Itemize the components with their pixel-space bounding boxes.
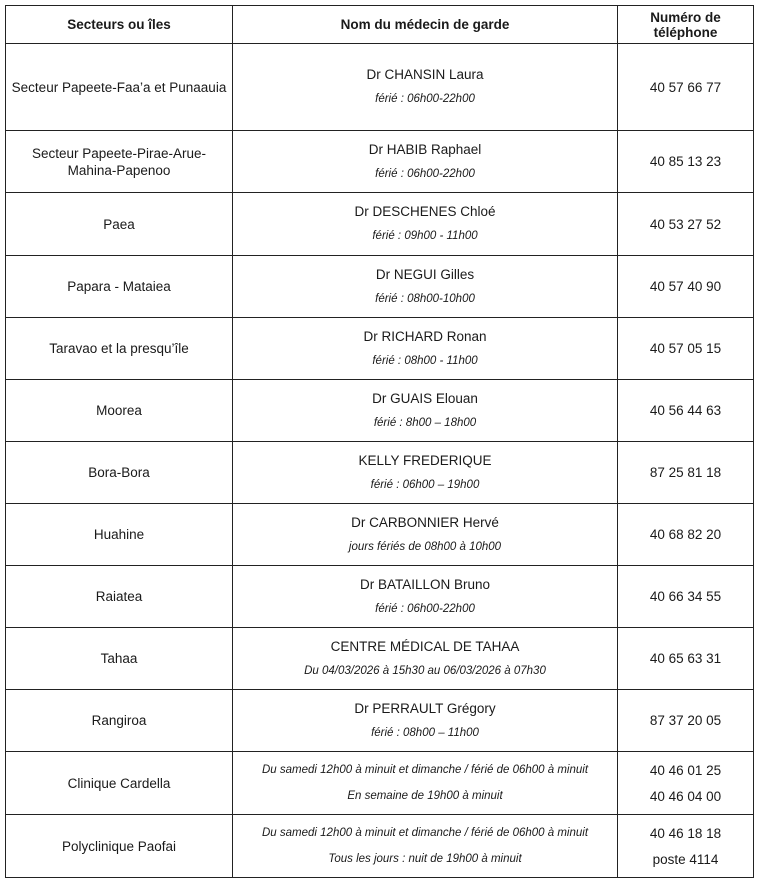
phone-cell: 40 68 82 20 xyxy=(618,504,754,566)
doctor-name: Dr GUAIS Elouan xyxy=(372,390,478,406)
phone-number: poste 4114 xyxy=(652,851,719,867)
doctor-cell xyxy=(233,318,618,380)
phone-cell: 40 57 40 90 xyxy=(618,256,754,318)
table-row xyxy=(6,628,754,690)
doctor-cell xyxy=(233,380,618,442)
duty-hours: Du 04/03/2026 à 15h30 au 06/03/2026 à 07h30 xyxy=(304,664,546,677)
duty-hours: En semaine de 19h00 à minuit xyxy=(347,789,503,802)
duty-hours: férié : 08h00 - 11h00 xyxy=(372,354,478,367)
table-row xyxy=(6,193,754,256)
phone-cell: 40 66 34 55 xyxy=(618,566,754,628)
on-call-doctors-table xyxy=(5,5,754,878)
duty-hours: férié : 06h00-22h00 xyxy=(375,602,475,615)
sector-cell: Rangiroa xyxy=(6,690,233,752)
phone-cell xyxy=(618,752,754,815)
phone-cell: 40 57 66 77 xyxy=(618,44,754,131)
table-row xyxy=(6,318,754,380)
table-header-row xyxy=(6,6,754,44)
duty-hours: jours fériés de 08h00 à 10h00 xyxy=(348,540,502,553)
sector-cell: Taravao et la presqu’île xyxy=(6,318,233,380)
phone-cell: 40 57 05 15 xyxy=(618,318,754,380)
doctor-cell xyxy=(233,442,618,504)
doctor-cell xyxy=(233,131,618,193)
table-row xyxy=(6,504,754,566)
doctor-cell xyxy=(233,752,618,815)
phone-cell xyxy=(618,815,754,878)
phone-cell: 87 25 81 18 xyxy=(618,442,754,504)
doctor-cell xyxy=(233,44,618,131)
table-row xyxy=(6,752,754,815)
doctor-name: Dr PERRAULT Grégory xyxy=(354,700,496,716)
sector-cell: Tahaa xyxy=(6,628,233,690)
sector-cell: Huahine xyxy=(6,504,233,566)
doctor-cell xyxy=(233,690,618,752)
sector-cell: Bora-Bora xyxy=(6,442,233,504)
table-row xyxy=(6,131,754,193)
sector-cell: Papara - Mataiea xyxy=(6,256,233,318)
doctor-name: CENTRE MÉDICAL DE TAHAA xyxy=(330,638,520,654)
phone-cell: 40 85 13 23 xyxy=(618,131,754,193)
doctor-cell xyxy=(233,628,618,690)
doctor-cell xyxy=(233,566,618,628)
doctor-name: Dr RICHARD Ronan xyxy=(363,328,487,344)
table-row xyxy=(6,690,754,752)
sector-cell: Paea xyxy=(6,193,233,256)
doctor-cell xyxy=(233,815,618,878)
sector-cell: Secteur Papeete-Pirae-Arue-Mahina-Papenoo xyxy=(6,131,233,193)
duty-hours: Du samedi 12h00 à minuit et dimanche / férié de 06h00 à minuit xyxy=(261,826,589,839)
duty-hours: férié : 06h00 – 19h00 xyxy=(370,478,480,491)
doctor-name: KELLY FREDERIQUE xyxy=(358,452,492,468)
header-phone: Numéro de téléphone xyxy=(618,6,754,44)
doctor-cell xyxy=(233,256,618,318)
table-row xyxy=(6,566,754,628)
phone-number: 40 46 01 25 xyxy=(649,762,722,778)
duty-hours: férié : 8h00 – 18h00 xyxy=(373,416,477,429)
duty-hours: férié : 08h00-10h00 xyxy=(375,292,475,305)
duty-hours: Du samedi 12h00 à minuit et dimanche / férié de 06h00 à minuit xyxy=(261,763,589,776)
doctor-name: Dr CARBONNIER Hervé xyxy=(351,514,499,530)
doctor-name: Dr NEGUI Gilles xyxy=(375,266,475,282)
table-row xyxy=(6,256,754,318)
table-row xyxy=(6,815,754,878)
doctor-name: Dr CHANSIN Laura xyxy=(366,67,484,82)
header-sector: Secteurs ou îles xyxy=(6,6,233,44)
duty-hours: férié : 09h00 - 11h00 xyxy=(372,230,478,242)
header-doctor: Nom du médecin de garde xyxy=(233,6,618,44)
doctor-cell xyxy=(233,193,618,256)
table-row xyxy=(6,380,754,442)
duty-hours: Tous les jours : nuit de 19h00 à minuit xyxy=(328,852,522,865)
phone-number: 40 46 18 18 xyxy=(649,825,722,841)
doctor-name: Dr HABIB Raphael xyxy=(368,141,482,157)
duty-hours: férié : 08h00 – 11h00 xyxy=(371,726,479,739)
doctor-name: Dr BATAILLON Bruno xyxy=(359,576,491,592)
sector-cell: Clinique Cardella xyxy=(6,752,233,815)
duty-hours: férié : 06h00-22h00 xyxy=(375,167,475,180)
table-row xyxy=(6,442,754,504)
phone-cell: 87 37 20 05 xyxy=(618,690,754,752)
duty-hours: férié : 06h00-22h00 xyxy=(375,93,475,105)
phone-cell: 40 65 63 31 xyxy=(618,628,754,690)
sector-cell: Raiatea xyxy=(6,566,233,628)
sector-cell: Secteur Papeete-Faa’a et Punaauia xyxy=(6,44,233,131)
doctor-cell xyxy=(233,504,618,566)
doctor-name: Dr DESCHENES Chloé xyxy=(354,204,496,219)
phone-cell: 40 56 44 63 xyxy=(618,380,754,442)
phone-number: 40 46 04 00 xyxy=(649,788,722,804)
sector-cell: Moorea xyxy=(6,380,233,442)
sector-cell: Polyclinique Paofai xyxy=(6,815,233,878)
table-row xyxy=(6,44,754,131)
phone-cell: 40 53 27 52 xyxy=(618,193,754,256)
